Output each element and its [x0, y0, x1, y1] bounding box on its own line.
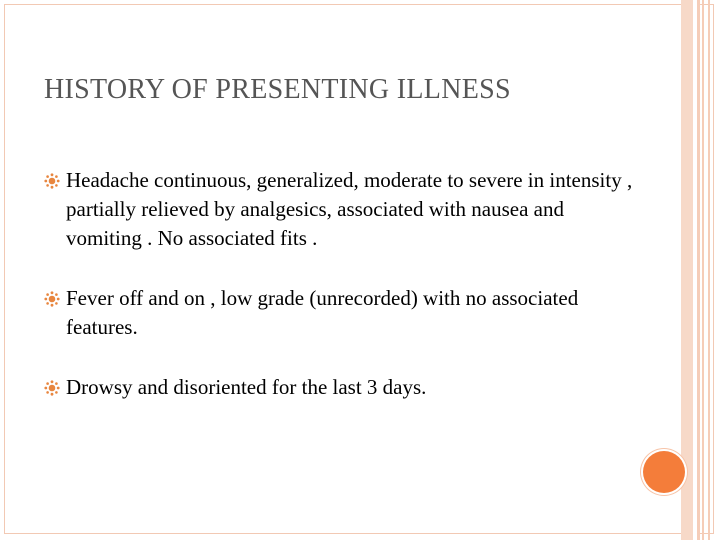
- decorative-stripe: [708, 0, 710, 540]
- list-item: [44, 373, 644, 402]
- bullet-text: Drowsy and disoriented for the last 3 days.: [66, 375, 427, 399]
- sun-bullet-icon: [44, 173, 60, 189]
- slide-title: HISTORY OF PRESENTING ILLNESS: [44, 74, 511, 105]
- bullet-text: Headache continuous, generalized, moderate to severe in intensity , partially relieved by analgesics, associated with nausea and vomiting . No associated fits .: [66, 168, 633, 250]
- decorative-circle: [643, 451, 685, 493]
- sun-bullet-icon: [44, 291, 60, 307]
- decorative-stripe: [697, 0, 700, 540]
- decorative-stripe: [681, 0, 693, 540]
- sun-bullet-icon: [44, 380, 60, 396]
- list-item: [44, 166, 644, 253]
- bullet-text: Fever off and on , low grade (unrecorded) with no associated features.: [66, 286, 579, 339]
- decorative-stripe: [702, 0, 704, 540]
- bullet-list: [44, 166, 644, 402]
- list-item: [44, 284, 644, 342]
